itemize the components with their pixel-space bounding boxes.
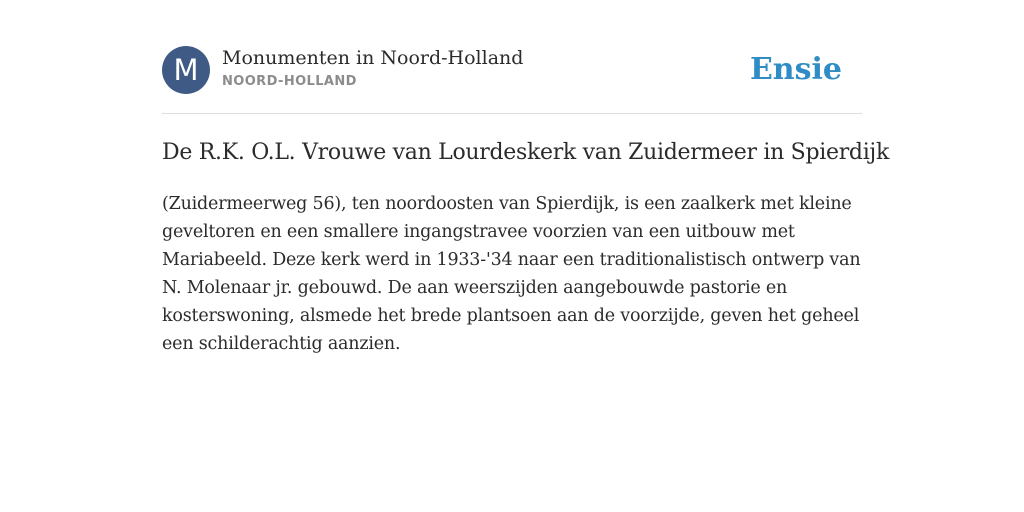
ensie-logo[interactable]: Ensie (749, 52, 842, 87)
avatar[interactable]: M (162, 46, 210, 94)
source-title[interactable]: Monumenten in Noord-Holland (222, 47, 524, 69)
source-header (162, 46, 862, 96)
article-title: De R.K. O.L. Vrouwe van Lourdeskerk van Zuidermeer in Spierdijk (162, 140, 889, 165)
header-divider (162, 113, 862, 114)
source-subtitle: NOORD-HOLLAND (222, 74, 357, 89)
article-body: (Zuidermeerweg 56), ten noordoosten van Spierdijk, is een zaalkerk met kleine geveltoren en een smallere ingangstravee voorzien van een uitbouw met Mariabeeld. Deze kerk werd in 1933-'34 naar een traditionalistisch ontwerp van N. Molenaar jr. gebouwd. De aan weerszijden aangebouwde pastorie en kosterswoning, alsmede het brede plantsoen aan de voorzijde, geven het geheel een schilderachtig aanzien. (162, 194, 861, 354)
